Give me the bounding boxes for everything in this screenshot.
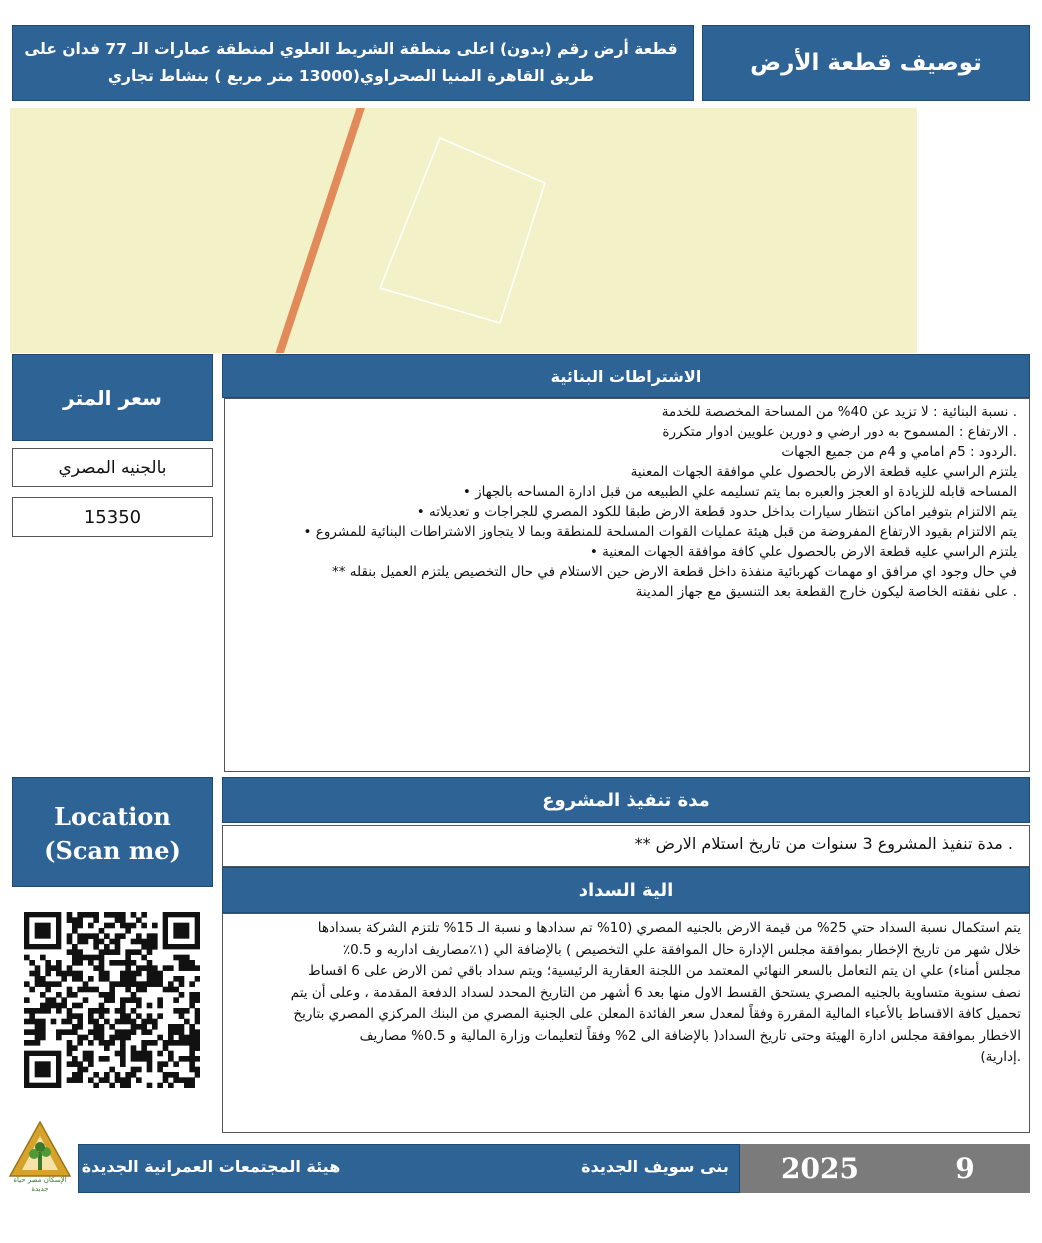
land-description-line2: طريق القاهرة المنيا الصحراوي(13000 متر مربع ) بنشاط تجاري <box>107 67 595 85</box>
execution-text: . مدة تنفيذ المشروع 3 سنوات من تاريخ استلام الارض ** <box>634 834 1013 853</box>
payment-line: .إدارية) <box>980 1049 1021 1065</box>
price-value: 15350 <box>83 506 142 528</box>
footer-authority: هيئة المجتمعات العمرانية الجديدة <box>81 1157 341 1176</box>
qr-code-graphic <box>24 912 200 1088</box>
conditions-title-box <box>222 354 1030 398</box>
payment-line: نصف سنوية متساوية بالجنيه المصري يستحق القسط الاول منها بعد 6 أشهر من التاريخ المحدد لسداد الدفعة المقدمة ، وعلى أن يتم <box>290 984 1021 1001</box>
authority-logo <box>8 1120 72 1196</box>
logo-text: الإسكان مصر حياة جديدة <box>13 1176 67 1193</box>
condition-line: .الردود : 5م امامي و 4م من جميع الجهات <box>781 444 1017 460</box>
payment-line: خلال شهر من تاريخ الإخطار بموافقة مجلس الإدارة حال الموافقة علي التخصيص ) بالإضافة الي (١٪مصاريف اداريه و 0.5٪ <box>342 941 1021 958</box>
payment-line: الاخطار بموافقة مجلس ادارة الهيئة وحتى تاريخ السداد( بالإضافة الى 2% وفقاً لتعليمات وزارة المالية و 0.5% مصاريف <box>359 1027 1021 1044</box>
land-description-line1: قطعة أرض رقم (بدون) اعلى منطقة الشريط العلوي لمنطقة عمارات الـ 77 فدان على <box>24 40 678 58</box>
price-title-box <box>12 354 213 441</box>
execution-panel <box>222 825 1030 867</box>
payment-line: يتم استكمال نسبة السداد حتي 25% من قيمة الارض بالجنيه المصري (10% تم سدادها و نسبة الـ 15% تلتزم الشركة بسدادها <box>317 920 1021 936</box>
price-value-box <box>12 497 213 537</box>
site-map <box>10 108 917 353</box>
footer-city: بنى سويف الجديدة <box>581 1157 729 1176</box>
currency-box <box>12 448 213 487</box>
site-map-drawing <box>10 108 917 353</box>
currency-label: بالجنيه المصري <box>58 457 167 478</box>
condition-line: يتم الالتزام بتوفير اماكن انتظار سيارات بداخل حدود قطعة الارض طبقا للكود المصري للجراجات و تعديلاته • <box>416 504 1017 520</box>
road-line <box>278 108 362 353</box>
conditions-panel <box>224 398 1030 772</box>
footer-bar <box>78 1144 740 1193</box>
execution-title-box <box>222 777 1030 823</box>
section-title-box <box>702 25 1030 101</box>
condition-line: . على نفقته الخاصة ليكون خارج القطعة بعد التنسيق مع جهاز المدينة <box>635 584 1017 600</box>
payment-line: تحميل كافة الاقساط بالأعباء المالية المقررة وفقاً لمعدل سعر الفائدة المعلن على الجنية المصري من البنك المركزي المصري بتاريخ <box>293 1006 1021 1022</box>
payment-title: الية السداد <box>578 879 674 901</box>
footer-page-number: 9 <box>955 1152 975 1185</box>
payment-line: مجلس أمناء) علي ان يتم التعامل بالسعر النهائي المعتمد من اللجنة العقارية الرئيسية؛ ويتم سداد باقي ثمن الارض على 6 اقساط <box>308 963 1021 979</box>
footer-year: 2025 <box>781 1152 859 1185</box>
location-box <box>12 777 213 887</box>
condition-line: . الارتفاع : المسموح به دور ارضي و دورين علويين ادوار متكررة <box>662 424 1017 440</box>
condition-line: في حال وجود اي مرافق او مهمات كهربائية منفذة داخل قطعة الارض حين الاستلام في حال التخصيص يلتزم العميل بنقله ** <box>331 564 1017 580</box>
execution-title: مدة تنفيذ المشروع <box>542 789 710 811</box>
condition-line: يتم الالتزام بقيود الارتفاع المفروضة من قبل هيئة عمليات القوات المسلحة للمنطقة وبما لا يتجاوز الاشتراطات البنائية للمشروع • <box>303 524 1017 540</box>
payment-panel <box>222 913 1030 1133</box>
condition-line: يلتزم الراسي عليه قطعة الارض بالحصول علي موافقة الجهات المعنية <box>630 464 1017 480</box>
location-qr-code[interactable] <box>24 912 200 1088</box>
condition-line: يلتزم الراسي عليه قطعة الارض بالحصول علي كافة موافقة الجهات المعنية • <box>589 544 1017 560</box>
land-plot-outline <box>380 138 545 323</box>
location-label: Location <box>54 802 171 831</box>
price-title: سعر المتر <box>63 385 162 410</box>
land-description-box <box>12 25 694 101</box>
condition-line: . نسبة البنائية : لا تزيد عن 40% من المساحة المخصصة للخدمة <box>661 404 1017 420</box>
section-title: توصيف قطعة الأرض <box>750 50 982 76</box>
scan-me-label: (Scan me) <box>44 836 181 865</box>
conditions-title: الاشتراطات البنائية <box>550 366 702 386</box>
footer-year-page <box>740 1144 1030 1193</box>
payment-title-box <box>222 867 1030 913</box>
condition-line: المساحه قابله للزيادة او العجز والعبره بما يتم تسليمه علي الطبيعه من قبل ادارة المساحه بالجهاز • <box>462 484 1017 500</box>
